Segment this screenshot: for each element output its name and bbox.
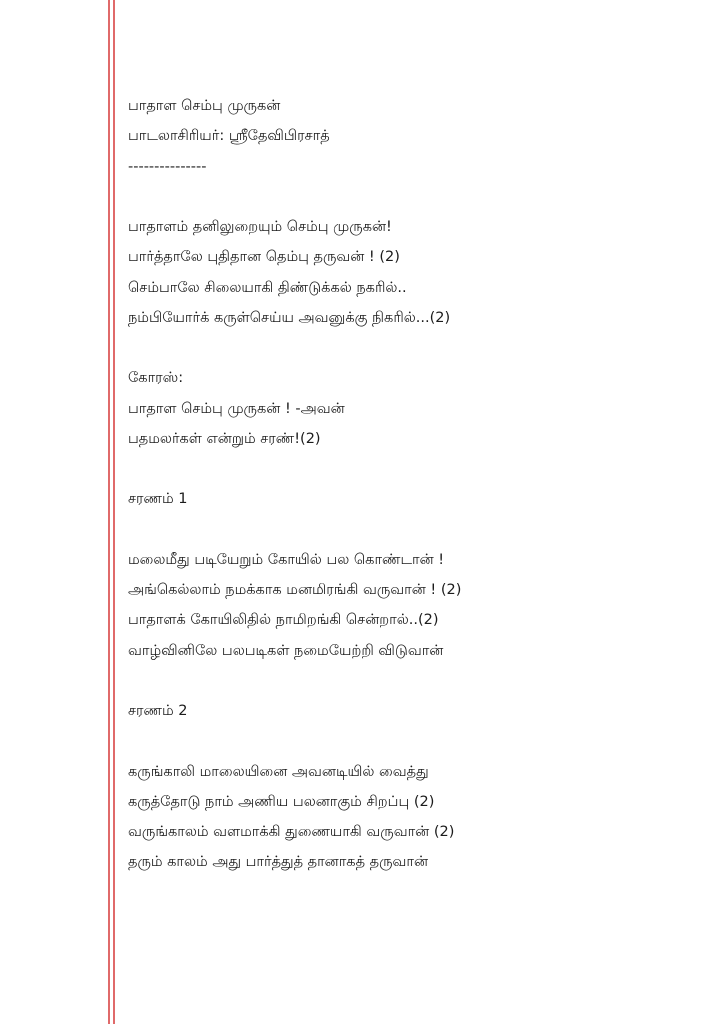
chorus-line-2: பதமலர்கள் என்றும் சரண்!(2) (128, 430, 321, 447)
charanam-2-line-1: கருங்காலி மாலையினை அவனடியில் வைத்து (128, 763, 429, 780)
charanam-2-line-2: கருத்தோடு நாம் அணிய பலனாகும் சிறப்பு (2) (128, 793, 435, 810)
pallavi-line-1: பாதாளம் தனிலுறையும் செம்பு முருகன்! (128, 219, 392, 235)
blank-line (128, 515, 688, 545)
charanam-1-line-3: பாதாளக் கோயிலிதில் நாமிறங்கி சென்றால்..(2) (128, 612, 439, 629)
lyrics-text (128, 91, 688, 878)
blank-line (128, 726, 688, 756)
chorus-line-1: பாதாள செம்பு முருகன் ! -அவன் (128, 400, 345, 417)
chorus-heading: கோரஸ்: (128, 370, 184, 387)
charanam-1-heading: சரணம் 1 (128, 491, 188, 508)
separator-dashes: --------------- (128, 158, 207, 175)
charanam-2-heading: சரணம் 2 (128, 703, 188, 719)
charanam-2-line-3: வருங்காலம் வளமாக்கி துணையாகி வருவான் (2) (128, 824, 455, 840)
charanam-1-line-4: வாழ்வினிலே பலபடிகள் நமையேற்றி விடுவான் (128, 642, 444, 659)
charanam-2-line-4: தரும் காலம் அது பார்த்துத் தானாகத் தருவான் (128, 854, 429, 871)
charanam-1-line-2: அங்கெல்லாம் நமக்காக மனமிரங்கி வருவான் ! (2) (128, 582, 462, 598)
pallavi-line-3: செம்பாலே சிலையாகி திண்டுக்கல் நகரில்.. (128, 279, 407, 296)
blank-line (128, 666, 688, 696)
blank-line (128, 333, 688, 363)
pallavi-line-4: நம்பியோர்க் கருள்செய்ய அவனுக்கு நிகரில்...(2) (128, 309, 451, 326)
lyricist-credit: பாடலாசிரியர்: ஸ்ரீதேவிபிரசாத் (128, 128, 330, 145)
charanam-1-line-1: மலைமீது படியேறும் கோயில் பல கொண்டான் ! (128, 551, 445, 568)
margin-line-right (113, 0, 115, 1024)
pallavi-line-2: பார்த்தாலே புதிதான தெம்பு தருவன் ! (2) (128, 249, 400, 266)
song-title: பாதாள செம்பு முருகன் (128, 98, 281, 114)
blank-line (128, 182, 688, 212)
margin-line-left (108, 0, 110, 1024)
blank-line (128, 454, 688, 484)
